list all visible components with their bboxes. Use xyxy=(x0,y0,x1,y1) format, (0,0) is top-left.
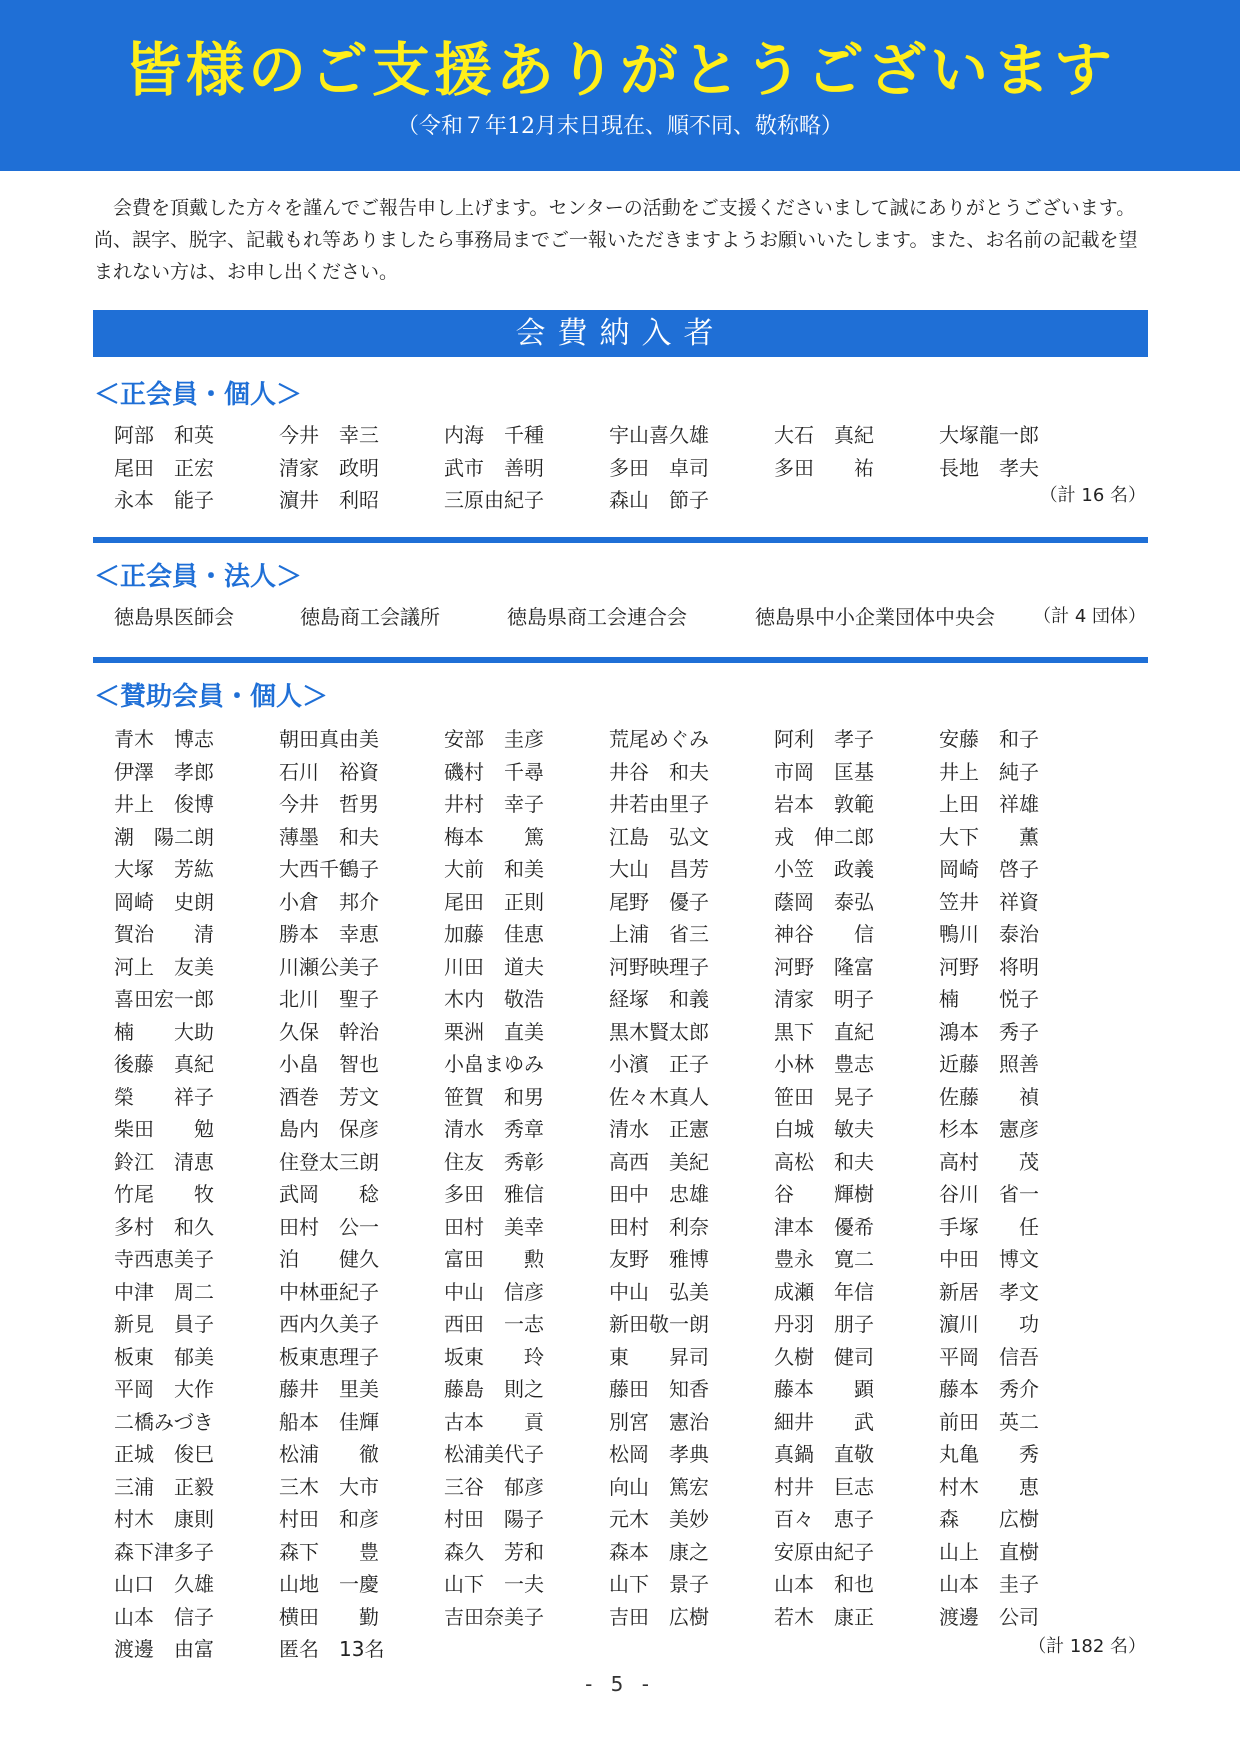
name-row xyxy=(114,1634,1154,1667)
member-name: 近藤 照善 xyxy=(939,1052,1039,1076)
member-name: 渡邊 公司 xyxy=(939,1604,1039,1629)
member-name: 鴻本 秀子 xyxy=(939,1019,1039,1044)
member-name: 友野 雅博 xyxy=(609,1247,709,1271)
member-name: 尾田 正宏 xyxy=(114,455,214,480)
name-row xyxy=(114,919,1154,952)
member-name: 別宮 憲治 xyxy=(609,1409,709,1434)
member-name: 津本 優希 xyxy=(774,1214,874,1239)
member-name: 森下津多子 xyxy=(114,1539,214,1564)
section-divider xyxy=(93,537,1148,543)
member-name: 河野 将明 xyxy=(939,954,1039,979)
member-name: 住登太三朗 xyxy=(279,1149,379,1174)
member-name: 安原由紀子 xyxy=(774,1539,874,1564)
member-name: 富田 勲 xyxy=(444,1247,544,1271)
section-divider xyxy=(93,657,1148,663)
member-name: 清水 正憲 xyxy=(609,1117,709,1141)
member-name: 清水 秀章 xyxy=(444,1117,544,1141)
corporate-member: 徳島商工会議所 xyxy=(300,605,440,629)
member-name: 後藤 真紀 xyxy=(114,1052,214,1076)
member-name: 武岡 稔 xyxy=(279,1182,379,1206)
member-name: 永本 能子 xyxy=(114,488,214,512)
member-name: 元木 美妙 xyxy=(609,1507,709,1531)
member-name: 島内 保彦 xyxy=(279,1117,379,1141)
name-row xyxy=(114,1309,1154,1342)
member-name: 前田 英二 xyxy=(939,1409,1039,1434)
member-name: 青木 博志 xyxy=(114,727,214,751)
corporate-member: 徳島県医師会 xyxy=(114,605,234,629)
name-row xyxy=(114,1439,1154,1472)
member-name: 今井 哲男 xyxy=(279,792,379,816)
member-name: 柴田 勉 xyxy=(114,1117,214,1141)
member-name: 山下 景子 xyxy=(609,1572,709,1596)
member-name: 楠 大助 xyxy=(114,1019,214,1044)
member-name: 新居 孝文 xyxy=(939,1279,1039,1304)
member-name: 二橋みづき xyxy=(114,1409,214,1434)
member-name: 小倉 邦介 xyxy=(279,889,379,914)
member-name: 大前 和美 xyxy=(444,857,544,881)
member-name: 竹尾 牧 xyxy=(114,1182,214,1206)
page-number: - 5 - xyxy=(585,1672,655,1696)
name-row xyxy=(114,854,1154,887)
member-name: 河野 隆富 xyxy=(774,954,874,979)
member-name: 向山 篤宏 xyxy=(609,1474,709,1499)
member-name: 宇山喜久雄 xyxy=(609,423,709,447)
member-name: 酒巻 芳文 xyxy=(279,1084,379,1109)
member-name: 長地 孝夫 xyxy=(939,455,1039,480)
member-name: 住友 秀彰 xyxy=(444,1149,544,1174)
section-title-bar: 会費納入者 xyxy=(93,310,1148,357)
member-name: 真鍋 直敬 xyxy=(774,1442,874,1466)
name-row xyxy=(114,1277,1154,1310)
member-name: 岡崎 史朗 xyxy=(114,889,214,914)
name-row xyxy=(114,952,1154,985)
name-row xyxy=(114,1374,1154,1407)
member-name: 大塚龍一郎 xyxy=(939,423,1039,447)
member-name: 武市 善明 xyxy=(444,455,544,480)
member-name: 森 広樹 xyxy=(939,1507,1039,1531)
name-row xyxy=(114,1114,1154,1147)
member-name: 新見 員子 xyxy=(114,1312,214,1336)
name-list-regular-individual xyxy=(114,420,1154,518)
member-name: 若木 康正 xyxy=(774,1604,874,1629)
name-row xyxy=(114,887,1154,920)
intro-paragraph: 会費を頂戴した方々を謹んでご報告申し上げます。センターの活動をご支援くださいまして誠にありがとうございます。尚、誤字、脱字、記載もれ等ありましたら事務局までご一報いただきますようお願いいたします。また、お名前の記載を望まれない方は、お申し出ください。 xyxy=(94,197,1138,283)
name-row xyxy=(114,1342,1154,1375)
member-name: 森山 節子 xyxy=(609,488,709,512)
name-row xyxy=(114,789,1154,822)
name-row xyxy=(114,724,1154,757)
heading-regular-individual: ＜正会員・個人＞ xyxy=(94,380,303,410)
member-name: 蔭岡 泰弘 xyxy=(774,889,874,914)
member-name: 村木 恵 xyxy=(939,1474,1039,1499)
member-name: 木内 敬浩 xyxy=(444,987,544,1011)
member-name: 井谷 和夫 xyxy=(609,759,709,784)
member-name: 杉本 憲彦 xyxy=(939,1117,1039,1141)
name-row xyxy=(114,1569,1154,1602)
member-name: 清家 明子 xyxy=(774,987,874,1011)
member-name: 松浦美代子 xyxy=(444,1442,544,1466)
member-name: 市岡 匡基 xyxy=(774,759,874,784)
member-name: 石川 裕資 xyxy=(279,759,379,784)
member-name: 岡崎 啓子 xyxy=(939,857,1039,881)
member-name: 平岡 大作 xyxy=(114,1377,214,1401)
member-name: 多田 祐 xyxy=(774,455,874,480)
member-name: 小畠 智也 xyxy=(279,1052,379,1076)
member-name: 大下 薫 xyxy=(939,824,1039,849)
name-row xyxy=(114,1212,1154,1245)
name-row xyxy=(114,757,1154,790)
member-name: 横田 勤 xyxy=(279,1604,379,1629)
member-name: 寺西恵美子 xyxy=(114,1247,214,1271)
member-name: 多田 雅信 xyxy=(444,1182,544,1206)
member-name: 川瀬公美子 xyxy=(279,954,379,979)
name-list-supporting-individual xyxy=(114,724,1154,1667)
member-name: 板東恵理子 xyxy=(279,1344,379,1369)
member-name: 村田 和彦 xyxy=(279,1507,379,1531)
member-name: 濵井 利昭 xyxy=(279,488,379,512)
name-row xyxy=(114,485,1154,518)
member-name: 田村 美幸 xyxy=(444,1214,544,1239)
member-name: 荒尾めぐみ xyxy=(609,727,709,751)
member-name: 経塚 和義 xyxy=(609,987,709,1011)
member-name: 山上 直樹 xyxy=(939,1539,1039,1564)
member-name: 多田 卓司 xyxy=(609,455,709,480)
name-row xyxy=(114,822,1154,855)
member-name: 大塚 芳紘 xyxy=(114,857,214,881)
member-name: 平岡 信吾 xyxy=(939,1344,1039,1369)
name-row xyxy=(114,1244,1154,1277)
member-name: 多村 和久 xyxy=(114,1214,214,1239)
member-name: 川田 道夫 xyxy=(444,954,544,979)
member-name: 東 昇司 xyxy=(609,1344,709,1369)
member-name: 谷 輝樹 xyxy=(774,1182,874,1206)
member-name: 松浦 徹 xyxy=(279,1442,379,1466)
member-name: 小濱 正子 xyxy=(609,1052,709,1076)
member-name: 板東 郁美 xyxy=(114,1344,214,1369)
member-name: 内海 千種 xyxy=(444,423,544,447)
member-name: 磯村 千尋 xyxy=(444,759,544,784)
member-name: 尾野 優子 xyxy=(609,889,709,914)
member-name: 喜田宏一郎 xyxy=(114,987,214,1011)
member-name: 手塚 任 xyxy=(939,1214,1039,1239)
member-name: 高松 和夫 xyxy=(774,1149,874,1174)
member-name: 山本 信子 xyxy=(114,1604,214,1629)
header-banner xyxy=(0,0,1240,171)
member-name: 笹賀 和男 xyxy=(444,1084,544,1109)
member-name: 成瀬 年信 xyxy=(774,1279,874,1304)
member-name: 伊澤 孝郎 xyxy=(114,759,214,784)
member-name: 小畠まゆみ xyxy=(444,1052,544,1076)
member-name: 山本 圭子 xyxy=(939,1572,1039,1596)
member-name: 田村 利奈 xyxy=(609,1214,709,1239)
member-name: 白城 敏夫 xyxy=(774,1117,874,1141)
name-row xyxy=(114,1407,1154,1440)
member-name: 山地 一慶 xyxy=(279,1572,379,1596)
member-name: 中山 弘美 xyxy=(609,1279,709,1304)
member-name: 西内久美子 xyxy=(279,1312,379,1336)
member-name: 正城 俊巳 xyxy=(114,1442,214,1466)
member-name: 中田 博文 xyxy=(939,1247,1039,1271)
member-name: 坂東 玲 xyxy=(444,1344,544,1369)
member-name: 黒木賢太郎 xyxy=(609,1019,709,1044)
member-name: 田中 忠雄 xyxy=(609,1182,709,1206)
name-row xyxy=(114,1602,1154,1635)
member-name: 高村 茂 xyxy=(939,1149,1039,1174)
member-name: 豊永 寛二 xyxy=(774,1247,874,1271)
member-name: 丹羽 朋子 xyxy=(774,1312,874,1336)
total-supporting-individual: （計 182 名） xyxy=(1028,1636,1146,1657)
member-name: 尾田 正則 xyxy=(444,889,544,914)
member-name: 江島 弘文 xyxy=(609,824,709,849)
member-name: 梅本 篤 xyxy=(444,824,544,849)
member-name: 河上 友美 xyxy=(114,954,214,979)
member-name: 潮 陽二朗 xyxy=(114,824,214,849)
member-name: 森久 芳和 xyxy=(444,1539,544,1564)
member-name: 村井 巨志 xyxy=(774,1474,874,1499)
member-name: 中津 周二 xyxy=(114,1279,214,1304)
member-name: 今井 幸三 xyxy=(279,423,379,447)
member-name: 戎 伸二郎 xyxy=(774,824,874,849)
member-name: 船本 佳輝 xyxy=(279,1409,379,1434)
member-name: 吉田奈美子 xyxy=(444,1604,544,1629)
member-name: 中林亜紀子 xyxy=(279,1279,379,1304)
member-name: 濵川 功 xyxy=(939,1312,1039,1336)
member-name: 賀治 清 xyxy=(114,922,214,946)
member-name: 阿利 孝子 xyxy=(774,727,874,751)
member-name: 阿部 和英 xyxy=(114,423,214,447)
name-row xyxy=(114,1147,1154,1180)
member-name: 中山 信彦 xyxy=(444,1279,544,1304)
member-name: 村木 康則 xyxy=(114,1507,214,1531)
member-name: 鈴江 清恵 xyxy=(114,1149,214,1174)
member-name: 上浦 省三 xyxy=(609,922,709,946)
member-name: 薄墨 和夫 xyxy=(279,824,379,849)
member-name: 岩本 敦範 xyxy=(774,792,874,816)
member-name: 楠 悦子 xyxy=(939,987,1039,1011)
member-name: 匿名 13名 xyxy=(279,1637,385,1661)
member-name: 小林 豊志 xyxy=(774,1052,874,1076)
member-name: 藤井 里美 xyxy=(279,1377,379,1401)
name-row xyxy=(114,984,1154,1017)
member-name: 勝本 幸恵 xyxy=(279,922,379,946)
member-name: 清家 政明 xyxy=(279,455,379,480)
member-name: 河野映理子 xyxy=(609,954,709,979)
total-regular-corporate: （計 4 団体） xyxy=(1033,606,1146,627)
member-name: 谷川 省一 xyxy=(939,1182,1039,1206)
member-name: 渡邊 由富 xyxy=(114,1637,214,1661)
member-name: 黒下 直紀 xyxy=(774,1019,874,1044)
corporate-member: 徳島県中小企業団体中央会 xyxy=(755,605,995,629)
member-name: 細井 武 xyxy=(774,1409,874,1434)
member-name: 田村 公一 xyxy=(279,1214,379,1239)
member-name: 三浦 正毅 xyxy=(114,1474,214,1499)
member-name: 鴨川 泰治 xyxy=(939,922,1039,946)
member-name: 百々 恵子 xyxy=(774,1507,874,1531)
member-name: 笹田 晃子 xyxy=(774,1084,874,1109)
member-name: 藤本 顕 xyxy=(774,1377,874,1401)
member-name: 村田 陽子 xyxy=(444,1507,544,1531)
name-row xyxy=(114,1472,1154,1505)
member-name: 西田 一志 xyxy=(444,1312,544,1336)
member-name: 松岡 孝典 xyxy=(609,1442,709,1466)
member-name: 新田敬一朗 xyxy=(609,1312,709,1336)
member-name: 丸亀 秀 xyxy=(939,1442,1039,1466)
member-name: 井村 幸子 xyxy=(444,792,544,816)
member-name: 安藤 和子 xyxy=(939,727,1039,751)
name-row xyxy=(114,1082,1154,1115)
member-name: 井上 俊博 xyxy=(114,792,214,816)
member-name: 大西千鶴子 xyxy=(279,857,379,881)
member-name: 久樹 健司 xyxy=(774,1344,874,1369)
member-name: 古本 貢 xyxy=(444,1409,544,1434)
heading-supporting-individual: ＜賛助会員・個人＞ xyxy=(94,682,329,712)
name-row xyxy=(114,1049,1154,1082)
member-name: 佐藤 禎 xyxy=(939,1084,1039,1109)
member-name: 笠井 祥資 xyxy=(939,889,1039,914)
corporate-member: 徳島県商工会連合会 xyxy=(507,605,687,629)
member-name: 小笠 政義 xyxy=(774,857,874,881)
member-name: 栗洲 直美 xyxy=(444,1019,544,1044)
member-name: 久保 幹治 xyxy=(279,1019,379,1044)
member-name: 山口 久雄 xyxy=(114,1572,214,1596)
member-name: 吉田 広樹 xyxy=(609,1604,709,1629)
member-name: 高西 美紀 xyxy=(609,1149,709,1174)
name-row xyxy=(114,420,1154,453)
member-name: 山本 和也 xyxy=(774,1572,874,1596)
name-row xyxy=(114,1537,1154,1570)
member-name: 藤田 知香 xyxy=(609,1377,709,1401)
member-name: 北川 聖子 xyxy=(279,987,379,1011)
name-row xyxy=(114,1017,1154,1050)
member-name: 安部 圭彦 xyxy=(444,727,544,751)
member-name: 神谷 信 xyxy=(774,922,874,946)
member-name: 泊 健久 xyxy=(279,1247,379,1271)
name-row xyxy=(114,453,1154,486)
member-name: 佐々木真人 xyxy=(609,1084,709,1109)
member-name: 森本 康之 xyxy=(609,1539,709,1564)
member-name: 藤本 秀介 xyxy=(939,1377,1039,1401)
page-title: 皆様のご支援ありがとうございます xyxy=(123,36,1116,104)
heading-regular-corporate: ＜正会員・法人＞ xyxy=(94,562,303,592)
member-name: 井若由里子 xyxy=(609,792,709,816)
member-name: 井上 純子 xyxy=(939,759,1039,784)
member-name: 山下 一夫 xyxy=(444,1572,544,1596)
member-name: 榮 祥子 xyxy=(114,1084,214,1109)
name-row xyxy=(114,1504,1154,1537)
member-name: 藤島 則之 xyxy=(444,1377,544,1401)
page-subtitle: （令和７年12月末日現在、順不同、敬称略） xyxy=(397,114,843,139)
member-name: 三木 大市 xyxy=(279,1474,379,1499)
member-name: 三谷 郁彦 xyxy=(444,1474,544,1499)
member-name: 大山 昌芳 xyxy=(609,857,709,881)
total-regular-individual: （計 16 名） xyxy=(1039,485,1146,506)
member-name: 森下 豊 xyxy=(279,1539,379,1564)
name-row xyxy=(114,1179,1154,1212)
member-name: 加藤 佳恵 xyxy=(444,922,544,946)
member-name: 三原由紀子 xyxy=(444,488,544,512)
member-name: 大石 真紀 xyxy=(774,423,874,447)
member-name: 朝田真由美 xyxy=(279,727,379,751)
member-name: 上田 祥雄 xyxy=(939,792,1039,816)
